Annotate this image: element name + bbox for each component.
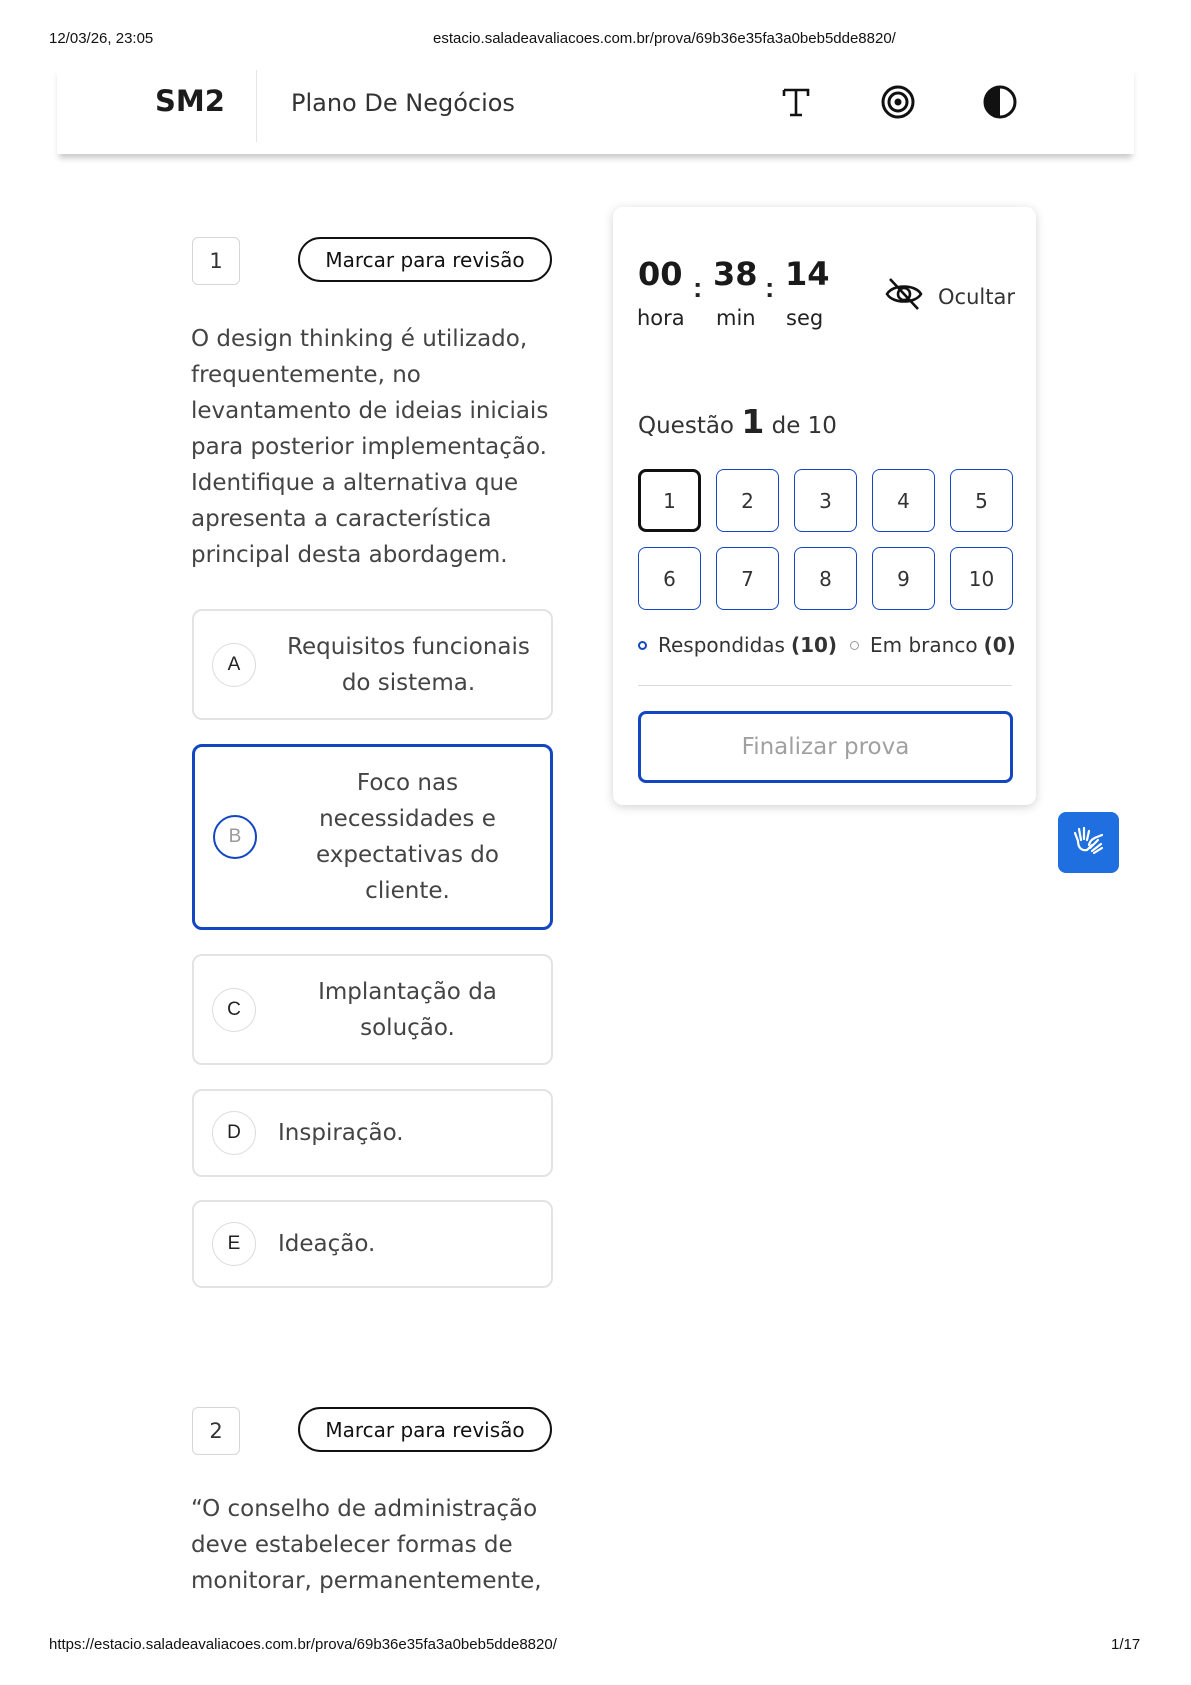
question-counter-current: 1 [741, 402, 765, 441]
legend-blank [850, 633, 1016, 657]
question-counter-prefix: Questão [638, 413, 734, 439]
nav-question-5[interactable]: 5 [950, 469, 1013, 532]
nav-question-9[interactable]: 9 [872, 547, 935, 610]
nav-question-4[interactable]: 4 [872, 469, 935, 532]
blank-dot-icon [850, 641, 859, 650]
legend-answered [638, 633, 837, 657]
option-text: Implantação da solução. [318, 978, 497, 1041]
nav-question-2[interactable]: 2 [716, 469, 779, 532]
option-text: Inspiração. [278, 1120, 404, 1146]
print-page-number: 1/17 [1111, 1636, 1141, 1653]
option-text: Foco nas necessidades e expectativas do cliente. [316, 770, 499, 904]
eye-off-icon [884, 274, 924, 319]
sign-language-button[interactable] [1058, 812, 1119, 873]
option-e[interactable] [192, 1200, 553, 1288]
option-text: Ideação. [278, 1231, 376, 1257]
question-number: 2 [192, 1407, 240, 1455]
course-title: Plano De Negócios [291, 89, 515, 117]
option-d[interactable] [192, 1089, 553, 1177]
option-a[interactable] [192, 609, 553, 720]
hide-timer-button[interactable] [884, 274, 1015, 319]
question-counter-total: de 10 [771, 413, 837, 439]
nav-question-3[interactable]: 3 [794, 469, 857, 532]
answered-dot-icon [638, 641, 647, 650]
panel-divider [638, 685, 1012, 686]
question-number: 1 [192, 237, 240, 285]
blank-label: Em branco [870, 633, 978, 657]
mark-review-button[interactable]: Marcar para revisão [298, 1407, 552, 1452]
question-text: O design thinking é utilizado, frequentemente, no levantamento de ideias iniciais para posterior implementação. Identifique a alternativa que apresenta a característica principal desta abordagem. [191, 326, 549, 568]
nav-question-10[interactable]: 10 [950, 547, 1013, 610]
contrast-icon[interactable] [980, 82, 1020, 122]
answered-label: Respondidas [658, 633, 785, 657]
header-divider [256, 70, 257, 142]
target-icon[interactable] [878, 82, 918, 122]
nav-question-7[interactable]: 7 [716, 547, 779, 610]
timer-hours: 00 [638, 255, 683, 293]
hide-label: Ocultar [938, 284, 1015, 309]
mark-review-button[interactable]: Marcar para revisão [298, 237, 552, 282]
print-url: estacio.saladeavaliacoes.com.br/prova/69b36e35fa3a0beb5dde8820/ [433, 30, 896, 47]
option-letter: D [212, 1111, 256, 1155]
print-datetime: 12/03/26, 23:05 [49, 30, 154, 47]
option-letter: A [212, 643, 256, 687]
blank-count: (0) [983, 633, 1016, 657]
timer-hours-label: hora [637, 306, 685, 330]
question-counter [638, 402, 837, 441]
option-c[interactable] [192, 954, 553, 1065]
option-letter: B [213, 815, 257, 859]
finish-exam-button[interactable]: Finalizar prova [638, 711, 1013, 783]
sign-language-hands-icon [1070, 821, 1108, 864]
brand-logo: SM2 [155, 84, 225, 118]
timer-separator: : [765, 272, 775, 303]
question-text: “O conselho de administração deve estabelecer formas de monitorar, permanentemente, [191, 1496, 542, 1594]
option-text: Requisitos funcionais do sistema. [287, 633, 530, 696]
timer-minutes-label: min [716, 306, 756, 330]
text-size-icon[interactable] [776, 82, 816, 122]
print-footer-url: https://estacio.saladeavaliacoes.com.br/prova/69b36e35fa3a0beb5dde8820/ [49, 1636, 557, 1653]
timer-seconds-label: seg [786, 306, 824, 330]
nav-question-8[interactable]: 8 [794, 547, 857, 610]
nav-question-6[interactable]: 6 [638, 547, 701, 610]
timer-seconds: 14 [785, 255, 830, 293]
timer-separator: : [693, 272, 703, 303]
option-letter: E [212, 1222, 256, 1266]
timer-minutes: 38 [713, 255, 758, 293]
answered-count: (10) [790, 633, 838, 657]
option-letter: C [212, 988, 256, 1032]
nav-question-1[interactable]: 1 [638, 469, 701, 532]
option-b[interactable] [192, 744, 553, 930]
